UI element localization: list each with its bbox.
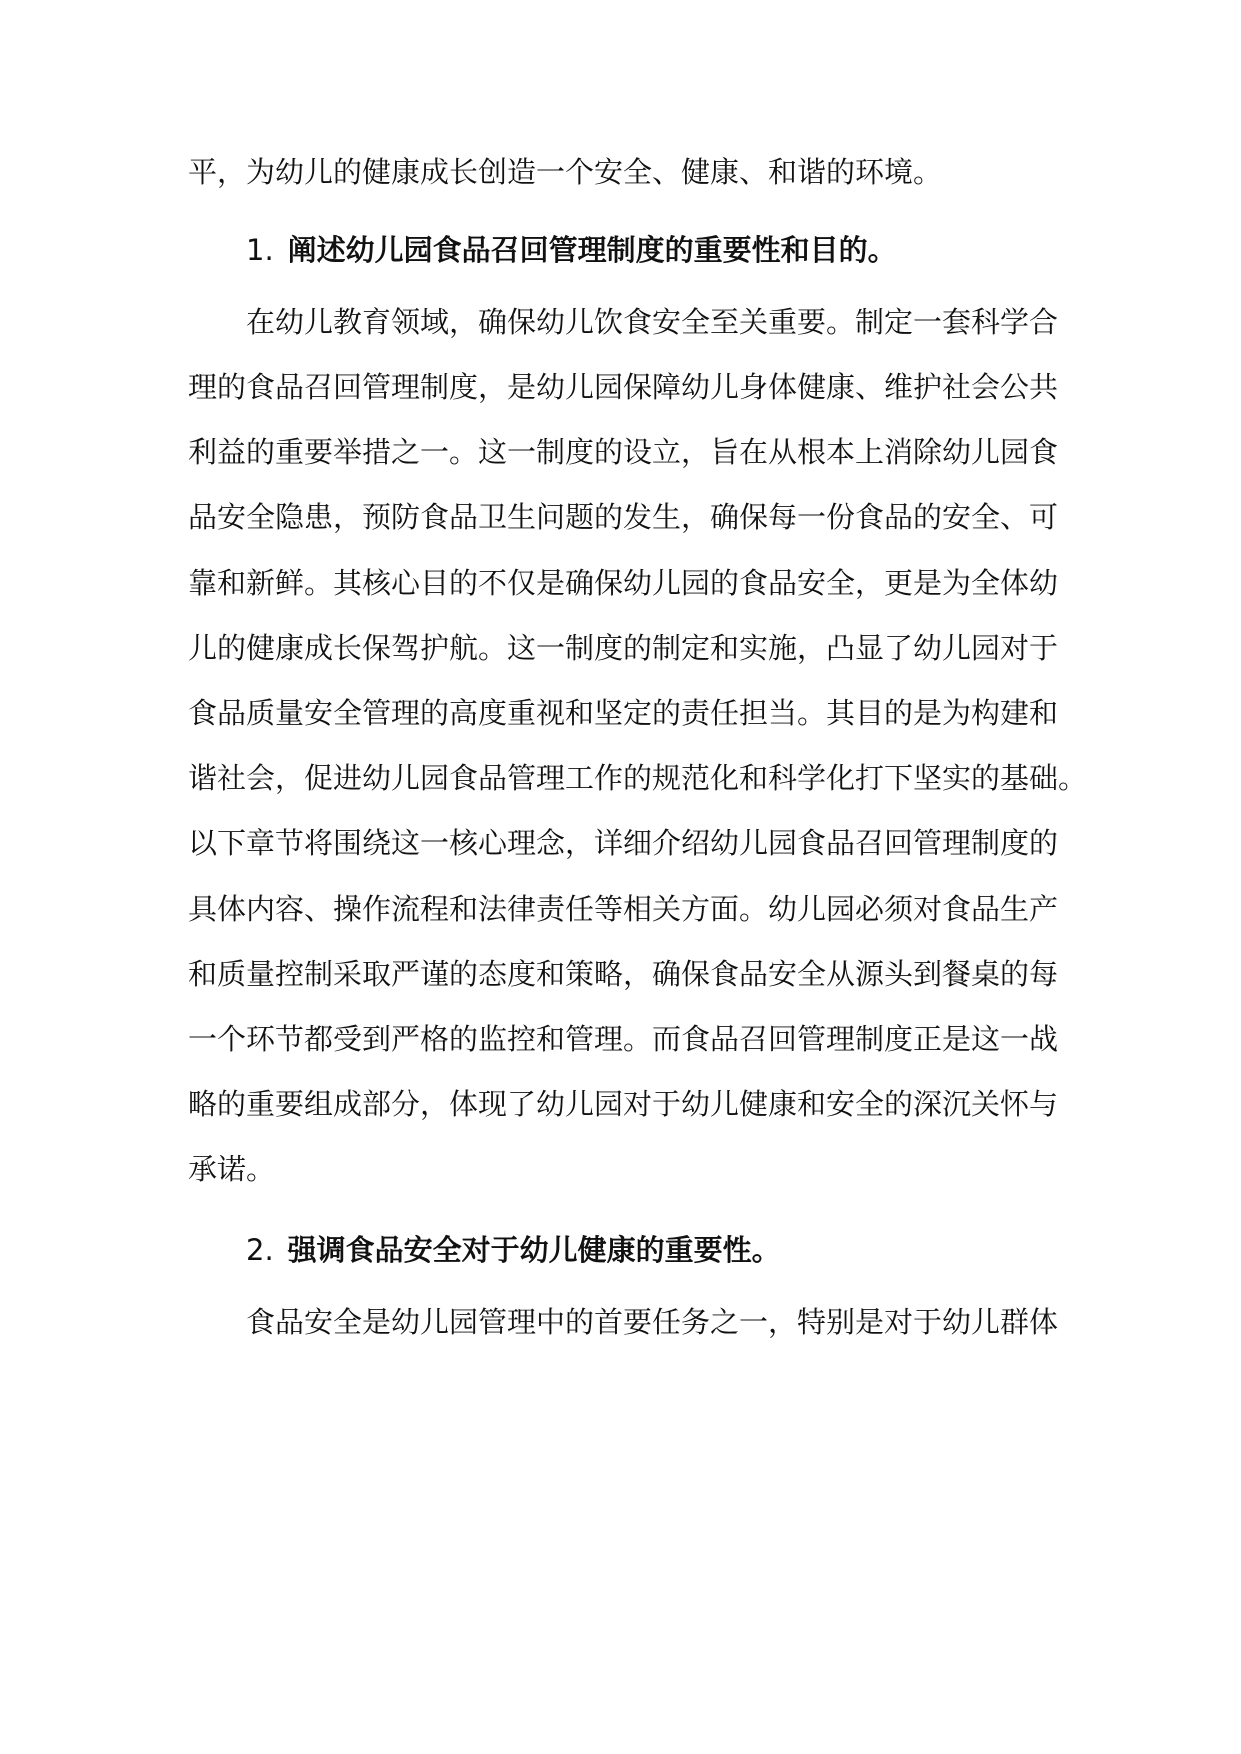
paragraph-line: 靠和新鲜。其核心目的不仅是确保幼儿园的食品安全，更是为全体幼 <box>188 566 1059 600</box>
paragraph-line: 承诺。 <box>188 1152 276 1186</box>
paragraph-line: 品安全隐患，预防食品卫生问题的发生，确保每一份食品的安全、可 <box>188 500 1059 534</box>
section-title: 强调食品安全对于幼儿健康的重要性。 <box>287 1233 781 1267</box>
paragraph-line: 和质量控制采取严谨的态度和策略，确保食品安全从源头到餐桌的每 <box>188 957 1059 991</box>
paragraph-line: 具体内容、操作流程和法律责任等相关方面。幼儿园必须对食品生产 <box>188 892 1059 926</box>
paragraph-line: 一个环节都受到严格的监控和管理。而食品召回管理制度正是这一战 <box>188 1022 1059 1056</box>
paragraph-line: 利益的重要举措之一。这一制度的设立，旨在从根本上消除幼儿园食 <box>188 435 1059 469</box>
section-heading-1 <box>246 230 897 270</box>
paragraph-line: 在幼儿教育领域，确保幼儿饮食安全至关重要。制定一套科学合 <box>246 305 1059 339</box>
paragraph-line: 谐社会，促进幼儿园食品管理工作的规范化和科学化打下坚实的基础。 <box>188 761 1088 795</box>
section-title: 阐述幼儿园食品召回管理制度的重要性和目的。 <box>287 233 897 267</box>
paragraph-line: 儿的健康成长保驾护航。这一制度的制定和实施，凸显了幼儿园对于 <box>188 631 1059 665</box>
section-heading-2 <box>246 1230 781 1270</box>
paragraph-line: 以下章节将围绕这一核心理念，详细介绍幼儿园食品召回管理制度的 <box>188 826 1059 860</box>
paragraph-line: 食品质量安全管理的高度重视和坚定的责任担当。其目的是为构建和 <box>188 696 1059 730</box>
paragraph-line: 食品安全是幼儿园管理中的首要任务之一，特别是对于幼儿群体 <box>246 1305 1059 1339</box>
section-number: 2. <box>246 1233 274 1267</box>
paragraph-line: 理的食品召回管理制度，是幼儿园保障幼儿身体健康、维护社会公共 <box>188 370 1059 404</box>
paragraph-line: 平，为幼儿的健康成长创造一个安全、健康、和谐的环境。 <box>188 155 943 189</box>
section-number: 1. <box>246 233 274 267</box>
paragraph-line: 略的重要组成部分，体现了幼儿园对于幼儿健康和安全的深沉关怀与 <box>188 1087 1059 1121</box>
